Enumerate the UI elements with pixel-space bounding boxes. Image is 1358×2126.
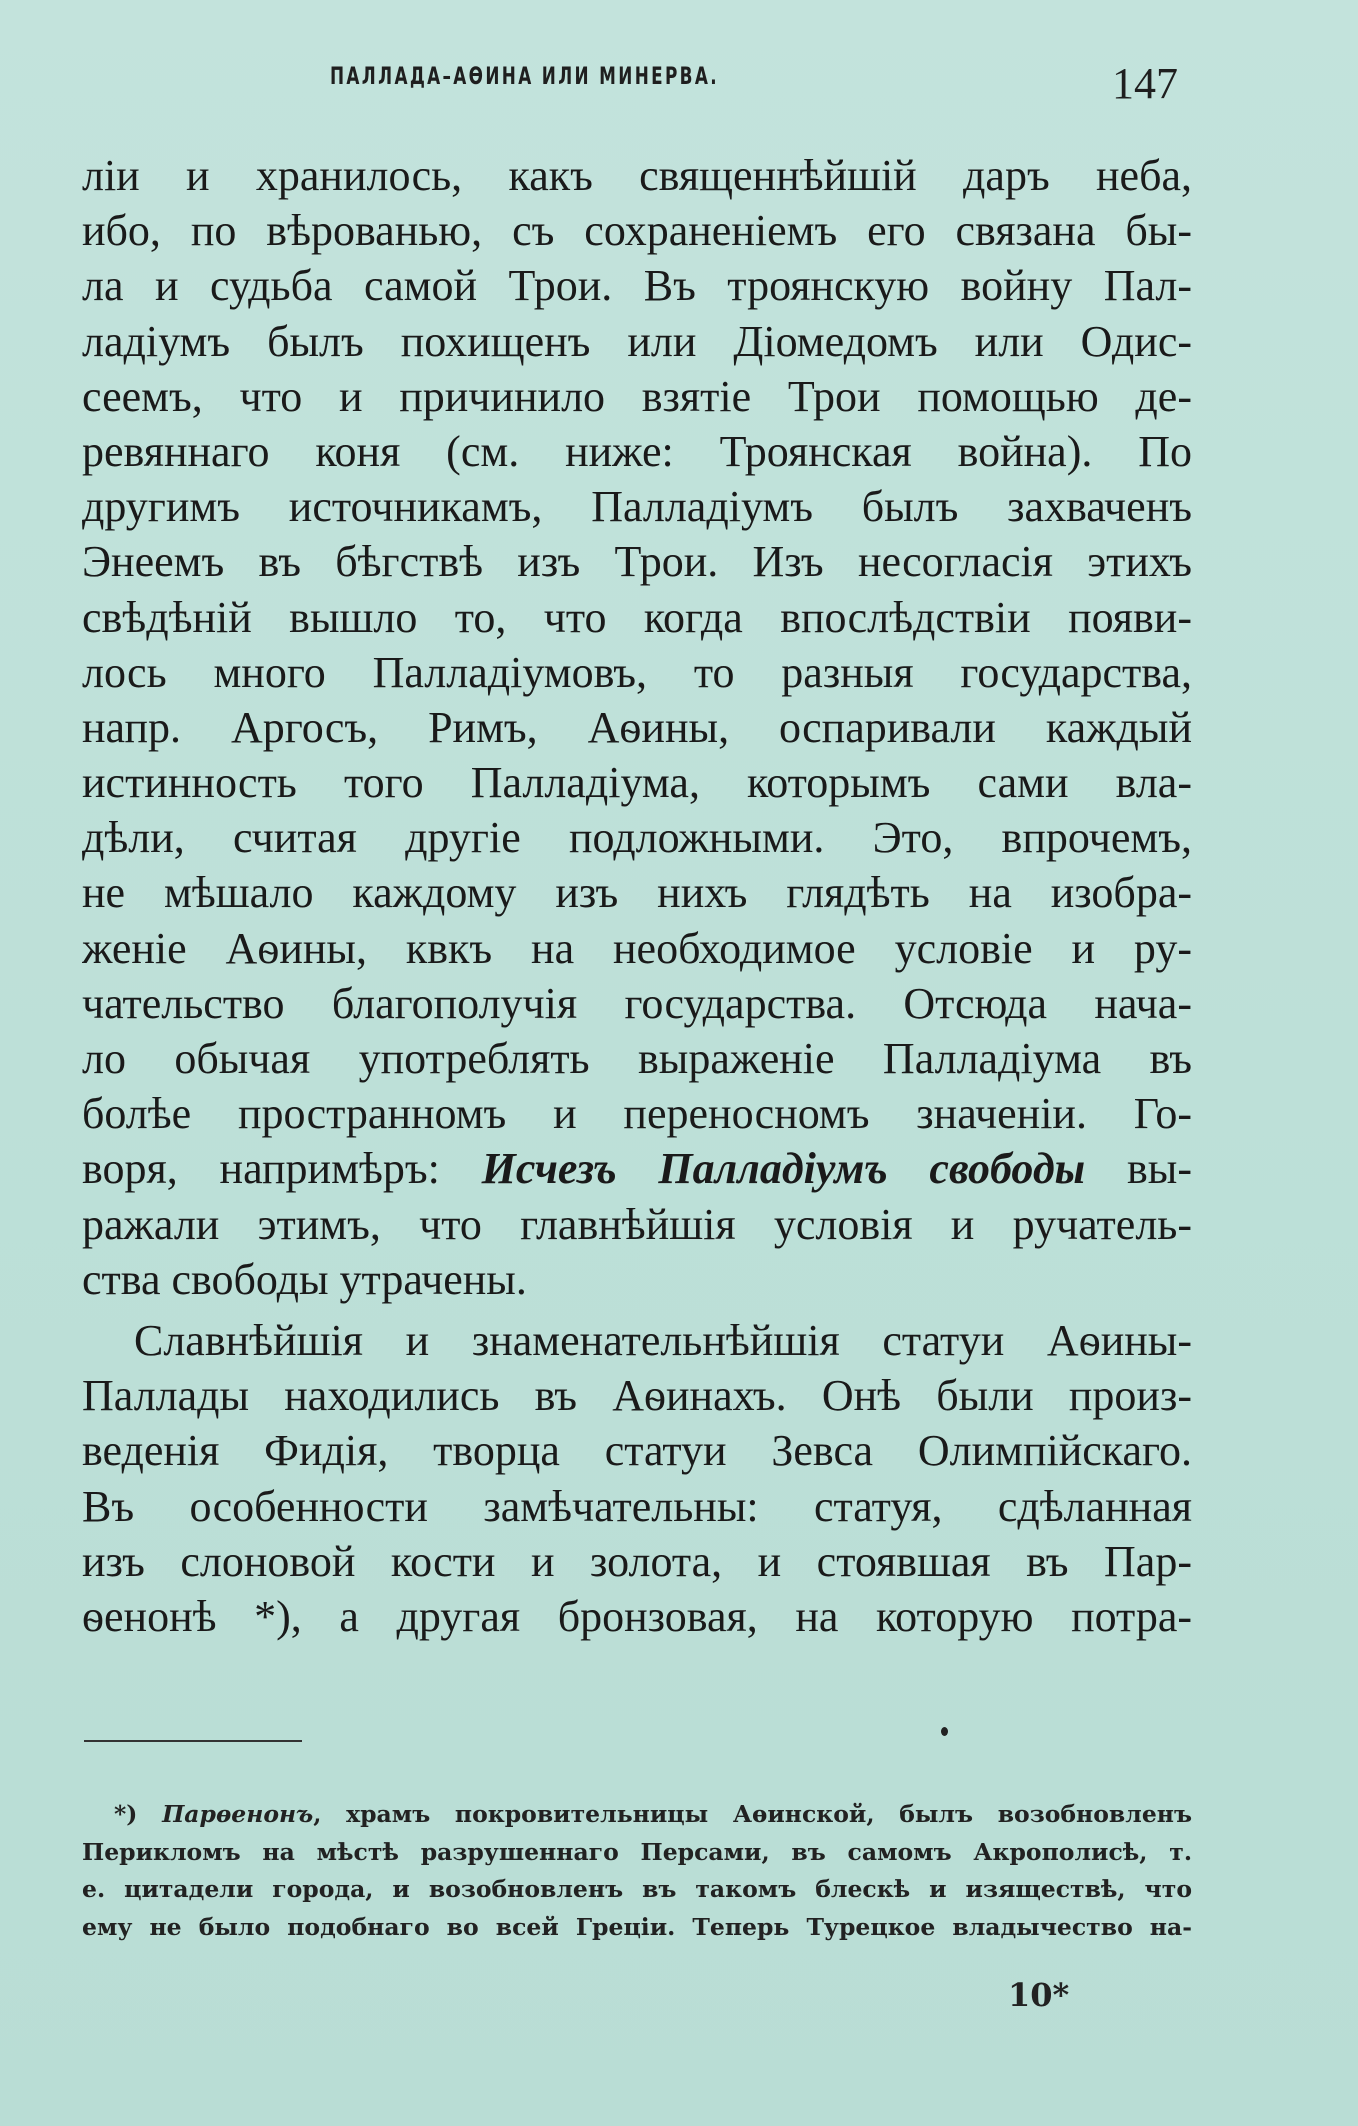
text-line: ліи и хранилось, какъ священнѣйшій даръ неба, <box>82 151 1192 200</box>
text-line: Въ особенности замѣчательны: статуя, сдѣланная <box>82 1481 1192 1531</box>
text-line: ревяннаго коня (см. ниже: Троянская война). По <box>82 426 1192 476</box>
text-line: ражали этимъ, что главнѣйшія условія и ручатель- <box>82 1199 1192 1249</box>
text-line: чательство благополучія государства. Отсюда нача- <box>82 978 1192 1028</box>
text-segment: вы- <box>1127 1144 1192 1194</box>
text-line: ства свободы утрачены. <box>82 1254 527 1304</box>
text-line: ла и судьба самой Трои. Въ троянскую войну Пал- <box>82 261 1192 311</box>
ink-dot <box>941 1727 948 1736</box>
text-line: Славнѣйшія и знаменательнѣйшія статуи Аѳины- <box>134 1315 1192 1365</box>
main-text <box>82 148 1192 1644</box>
footnote-line: е. цитадели города, и возобновленъ въ такомъ блескѣ и изяществѣ, что <box>82 1875 1192 1903</box>
text-line: ладіумъ былъ похищенъ или Діомедомъ или Одис- <box>82 316 1192 366</box>
signature-mark: 10* <box>1008 1976 1070 2014</box>
text-line: болѣе пространномъ и переносномъ значеніи. Го- <box>82 1089 1192 1139</box>
text-line: сеемъ, что и причинило взятіе Трои помощью де- <box>82 371 1192 421</box>
text-line: женіе Аѳины, квкъ на необходимое условіе и ру- <box>82 923 1192 973</box>
page-number: 147 <box>1112 59 1178 108</box>
text-line-with-italic <box>82 1141 1192 1196</box>
text-segment: воря, напримѣръ: <box>82 1144 440 1194</box>
footnote-line: ему не было подобнаго во всей Греціи. Теперь Турецкое владычество на- <box>82 1912 1192 1941</box>
text-line: изъ слоновой кости и золота, и стоявшая въ Пар- <box>82 1536 1192 1586</box>
text-line: не мѣшало каждому изъ нихъ глядѣть на изобра- <box>82 868 1192 918</box>
text-line: веденія Фидія, творца статуи Зевса Олимпійскаго. <box>82 1426 1192 1476</box>
text-line: лось много Палладіумовъ, то разныя государства, <box>82 647 1192 697</box>
text-line: свѣдѣній вышло то, что когда впослѣдствіи появи- <box>82 592 1192 642</box>
running-title: ПАЛЛАДА–АѲИНА ИЛИ МИНЕРВА. <box>330 62 719 90</box>
footnote <box>82 1796 1192 1946</box>
footnote-divider <box>84 1740 302 1742</box>
text-line: напр. Аргосъ, Римъ, Аѳины, оспаривали каждый <box>82 702 1192 752</box>
text-line: Паллады находились въ Аѳинахъ. Онѣ были произ- <box>82 1371 1192 1421</box>
text-line: ѳенонѣ *), а другая бронзовая, на которую потра- <box>82 1591 1192 1641</box>
text-line: истинность того Палладіума, которымъ сами вла- <box>82 758 1192 808</box>
text-line: ибо, по вѣрованью, съ сохраненіемъ его связана бы- <box>82 206 1192 256</box>
footnote-line <box>82 1796 1192 1834</box>
text-line: другимъ источникамъ, Палладіумъ былъ захваченъ <box>82 482 1192 532</box>
italic-phrase: Исчезъ Палладіумъ свободы <box>481 1144 1086 1194</box>
text-line: ло обычая употреблять выраженіе Палладіума въ <box>82 1034 1192 1083</box>
footnote-term: Парѳенонъ <box>162 1800 314 1828</box>
text-line: дѣли, считая другіе подложными. Это, впрочемъ, <box>82 813 1192 863</box>
footnote-marker: *) <box>114 1800 138 1828</box>
footnote-line: Перикломъ на мѣстѣ разрушеннаго Персами, въ самомъ Акрополисѣ, т. <box>82 1837 1192 1866</box>
footnote-text: , храмъ покровительницы Аѳинской, былъ возобновленъ <box>313 1800 1192 1828</box>
text-line: Энеемъ въ бѣгствѣ изъ Трои. Изъ несогласія этихъ <box>82 537 1192 587</box>
